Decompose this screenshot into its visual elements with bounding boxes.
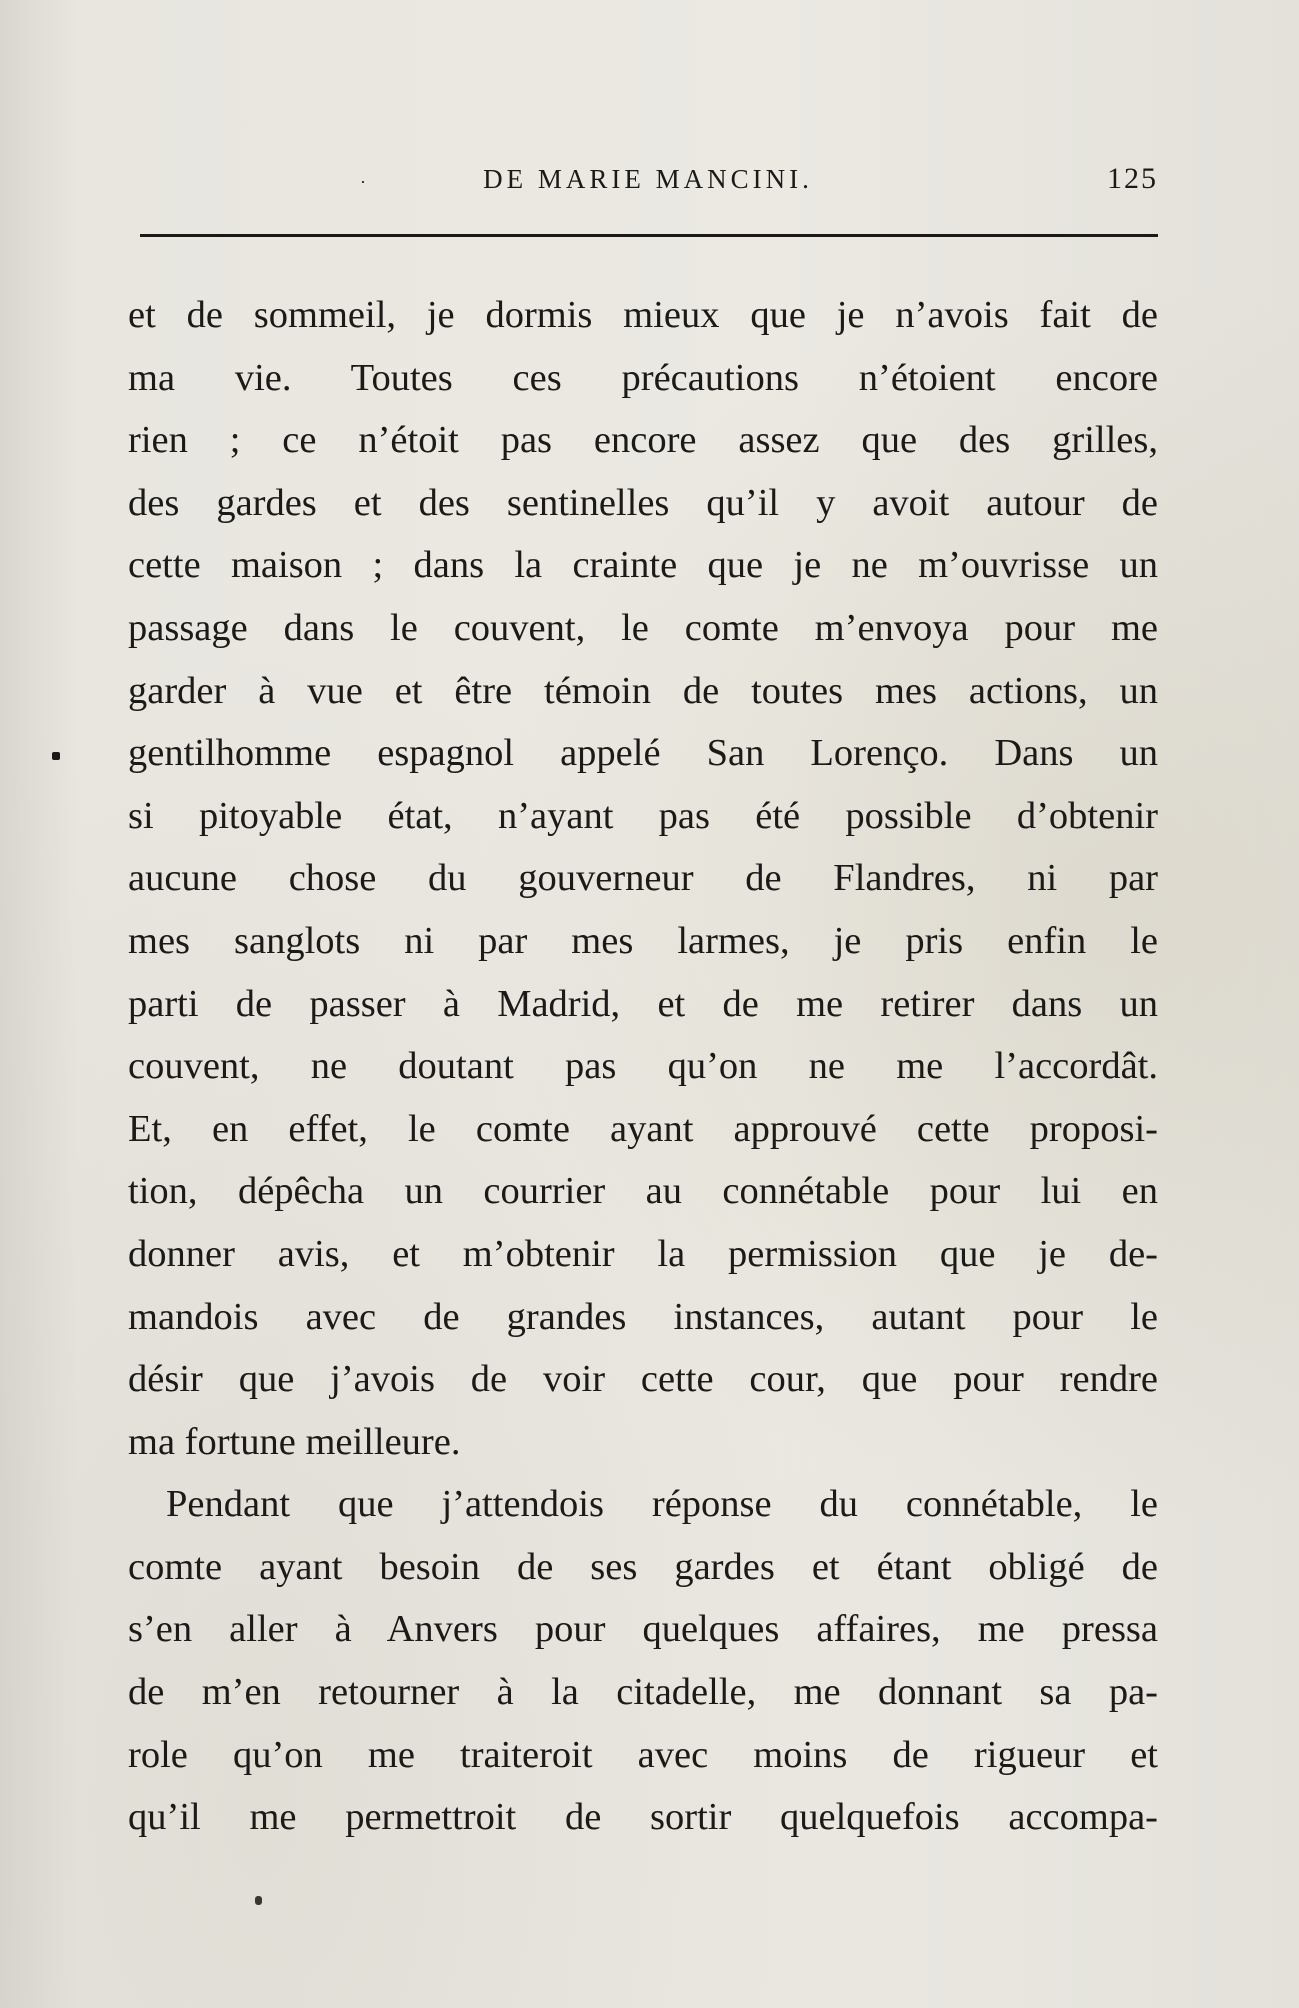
text-line: couvent, ne doutant pas qu’on ne me l’accordât.: [128, 1045, 1158, 1088]
page-number: 125: [1107, 162, 1158, 195]
text-line: ma fortune meilleure.: [128, 1420, 461, 1463]
text-line: des gardes et des sentinelles qu’il y avoit autour de: [128, 481, 1158, 524]
text-line: Pendant que j’attendois réponse du connétable, le: [166, 1483, 1158, 1526]
text-line: et de sommeil, je dormis mieux que je n’avois fait de: [128, 294, 1158, 336]
ink-speck: ·: [360, 172, 366, 192]
text-line: rien ; ce n’étoit pas encore assez que des grilles,: [128, 419, 1158, 462]
text-line: tion, dépêcha un courrier au connétable pour lui en: [128, 1170, 1158, 1213]
text-line: qu’il me permettroit de sortir quelquefois accompa-: [128, 1796, 1158, 1839]
text-line: garder à vue et être témoin de toutes mes actions, un: [128, 669, 1158, 712]
text-line: Et, en effet, le comte ayant approuvé cette proposi-: [128, 1107, 1158, 1150]
text-line: donner avis, et m’obtenir la permission que je de-: [128, 1232, 1158, 1275]
text-line: si pitoyable état, n’ayant pas été possible d’obtenir: [128, 794, 1158, 837]
text-line: gentilhomme espagnol appelé San Lorenço. Dans un: [128, 732, 1158, 775]
text-line: ma vie. Toutes ces précautions n’étoient encore: [128, 356, 1158, 399]
text-line: s’en aller à Anvers pour quelques affaires, me pressa: [128, 1608, 1158, 1651]
text-line: cette maison ; dans la crainte que je ne m’ouvrisse un: [128, 544, 1158, 587]
text-line: de m’en retourner à la citadelle, me donnant sa pa-: [128, 1671, 1158, 1714]
header-rule: [140, 234, 1158, 237]
paragraph-1: [128, 284, 1158, 1473]
text-line: comte ayant besoin de ses gardes et étant obligé de: [128, 1545, 1158, 1588]
ink-speck: [255, 1896, 262, 1905]
text-line: désir que j’avois de voir cette cour, que pour rendre: [128, 1358, 1158, 1401]
paragraph-2: [128, 1473, 1158, 1849]
margin-ink-mark: [52, 752, 60, 760]
text-line: role qu’on me traiteroit avec moins de rigueur et: [128, 1733, 1158, 1776]
running-title: DE MARIE MANCINI.: [483, 164, 813, 194]
running-head: [138, 158, 1158, 202]
body-text: [128, 284, 1158, 1849]
text-line: parti de passer à Madrid, et de me retirer dans un: [128, 982, 1158, 1025]
text-line: mes sanglots ni par mes larmes, je pris enfin le: [128, 919, 1158, 962]
text-line: aucune chose du gouverneur de Flandres, ni par: [128, 857, 1158, 900]
text-line: mandois avec de grandes instances, autant pour le: [128, 1295, 1158, 1338]
text-line: passage dans le couvent, le comte m’envoya pour me: [128, 606, 1158, 649]
